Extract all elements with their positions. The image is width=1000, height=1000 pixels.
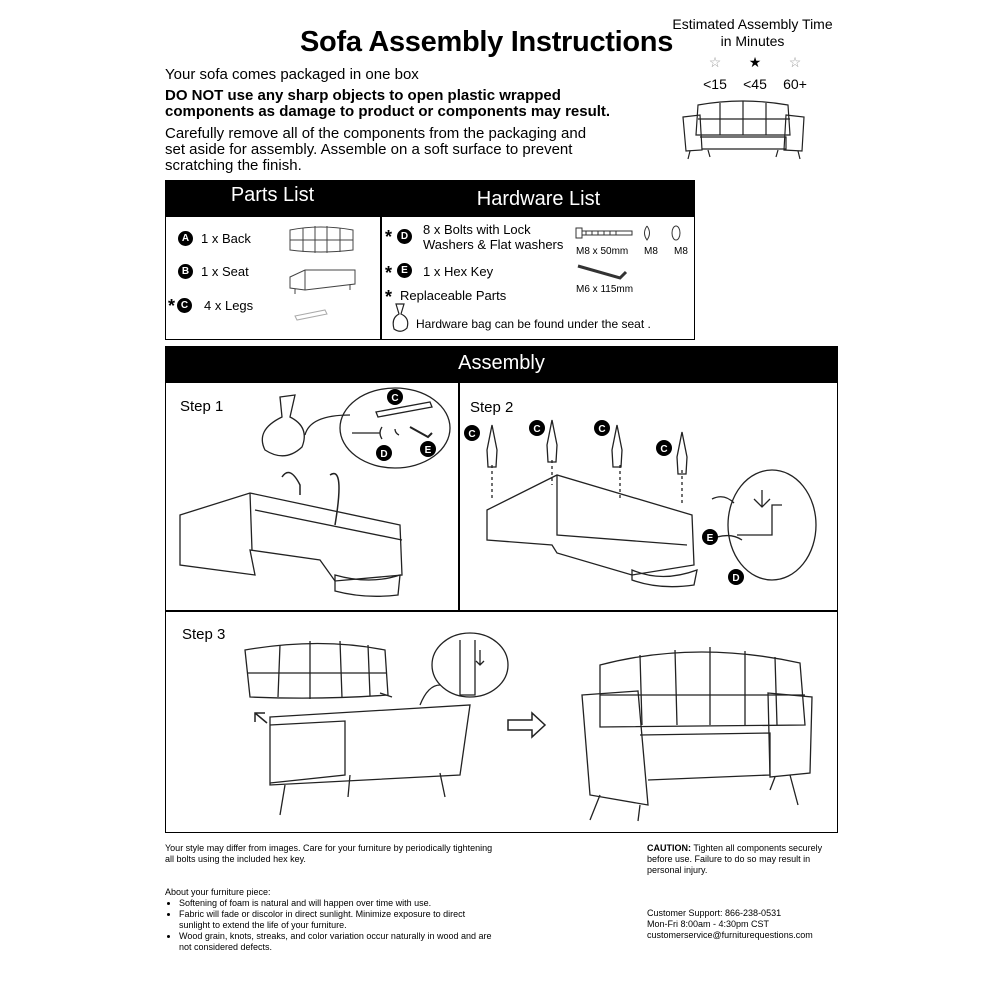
- leg-icon: [295, 310, 327, 320]
- about-item: • Wood grain, knots, streaks, and color variation occur naturally in wood and are not considered defects.: [179, 931, 495, 953]
- svg-text:D: D: [732, 573, 740, 584]
- asterisk-icon: *: [385, 263, 393, 283]
- about-title: About your furniture piece:: [165, 887, 271, 897]
- time-label: 60+: [783, 76, 807, 92]
- hexkey-label: 1 x Hex Key: [423, 264, 494, 279]
- hexkey-size-label: M6 x 115mm: [576, 284, 634, 295]
- support-email[interactable]: customerservice@furniturequestions.com: [647, 930, 813, 940]
- part-a-row: [178, 231, 251, 246]
- part-letter-badge: B: [178, 264, 193, 279]
- star-icon: ☆: [788, 54, 802, 70]
- svg-text:C: C: [598, 424, 606, 435]
- back-icon: [290, 226, 353, 253]
- asterisk-icon: *: [385, 227, 393, 247]
- about-section: [165, 887, 495, 953]
- svg-text:C: C: [391, 393, 399, 404]
- estimate-title: Estimated Assembly Time in Minutes: [672, 16, 833, 49]
- support-hours: Mon-Fri 8:00am - 4:30pm CST: [647, 919, 770, 929]
- time-label: <45: [743, 76, 767, 92]
- washer-size-label: M8: [674, 246, 688, 257]
- asterisk-icon: *: [168, 295, 176, 316]
- parts-list-heading: Parts List: [230, 184, 315, 206]
- support-phone: Customer Support: 866-238-0531: [647, 908, 782, 918]
- step-1-illustration: [170, 385, 455, 607]
- page-title: Sofa Assembly Instructions: [300, 26, 674, 58]
- bolts-label: 8 x Bolts with Lock Washers & Flat washers: [423, 222, 564, 252]
- part-letter-badge: C: [177, 298, 192, 313]
- step-2-illustration: [462, 415, 834, 607]
- divider: [165, 610, 838, 612]
- svg-text:D: D: [380, 449, 388, 460]
- hardware-list-heading: Hardware List: [476, 188, 601, 210]
- sofa-thumbnail-image: [678, 95, 813, 160]
- caution-label: CAUTION:: [647, 843, 691, 853]
- caution-note: [647, 843, 847, 876]
- seat-icon: [290, 270, 355, 294]
- step-3-illustration: [170, 625, 835, 830]
- part-letter-badge: A: [178, 231, 193, 246]
- warning-text: DO NOT use any sharp objects to open plastic wrapped components as damage to product or components may result.: [165, 87, 611, 120]
- washer-size-label: M8: [644, 246, 658, 257]
- hardware-letter-e: E: [397, 263, 412, 278]
- bag-icon: [262, 395, 304, 456]
- part-label: 1 x Seat: [201, 264, 249, 279]
- step-3-label: Step 3: [182, 626, 226, 643]
- bag-note: Hardware bag can be found under the seat .: [416, 317, 651, 331]
- part-b-row: [178, 264, 249, 279]
- divider: [458, 383, 460, 610]
- replaceable-label: Replaceable Parts: [400, 288, 507, 303]
- svg-text:C: C: [533, 424, 541, 435]
- part-label: 4 x Legs: [204, 298, 254, 313]
- assembly-heading: Assembly: [458, 352, 545, 374]
- parts-illustrations: [285, 222, 360, 330]
- star-filled-icon: ★: [748, 54, 762, 70]
- bolt-size-label: M8 x 50mm: [576, 246, 629, 257]
- svg-text:E: E: [424, 445, 432, 456]
- time-label: <15: [703, 76, 727, 92]
- time-options: [695, 76, 815, 92]
- step-1-label: Step 1: [180, 398, 224, 415]
- asterisk-icon: *: [385, 287, 393, 307]
- hardware-bag-icon: [390, 302, 412, 334]
- about-item: • Softening of foam is natural and will happen over time with use.: [179, 898, 495, 909]
- svg-text:E: E: [706, 533, 714, 544]
- style-note: Your style may differ from images. Care for your furniture by periodically tightening all bolts using the included hex key.: [165, 843, 493, 864]
- hardware-letter-d: D: [397, 229, 412, 244]
- part-c-row: [168, 295, 254, 316]
- part-label: 1 x Back: [201, 231, 251, 246]
- star-icon: ☆: [708, 54, 722, 70]
- instructions-text: Carefully remove all of the components from the packaging and set aside for assembly. Assemble on a soft surface to prevent scratching the finish.: [165, 125, 587, 174]
- hex-key-icon: [574, 262, 634, 284]
- difficulty-stars: [695, 54, 815, 71]
- bolt-washer-icons: [572, 222, 692, 244]
- intro-text: Your sofa comes packaged in one box: [165, 66, 419, 83]
- svg-text:C: C: [660, 444, 668, 455]
- support-info: [647, 908, 867, 941]
- about-item: • Fabric will fade or discolor in direct sunlight. Minimize exposure to direct sunlight to extend the life of your furniture.: [179, 909, 495, 931]
- caution-text: Tighten all components securely before use. Failure to do so may result in personal injury.: [647, 843, 823, 875]
- step-2-label: Step 2: [470, 399, 514, 416]
- svg-text:C: C: [468, 429, 476, 440]
